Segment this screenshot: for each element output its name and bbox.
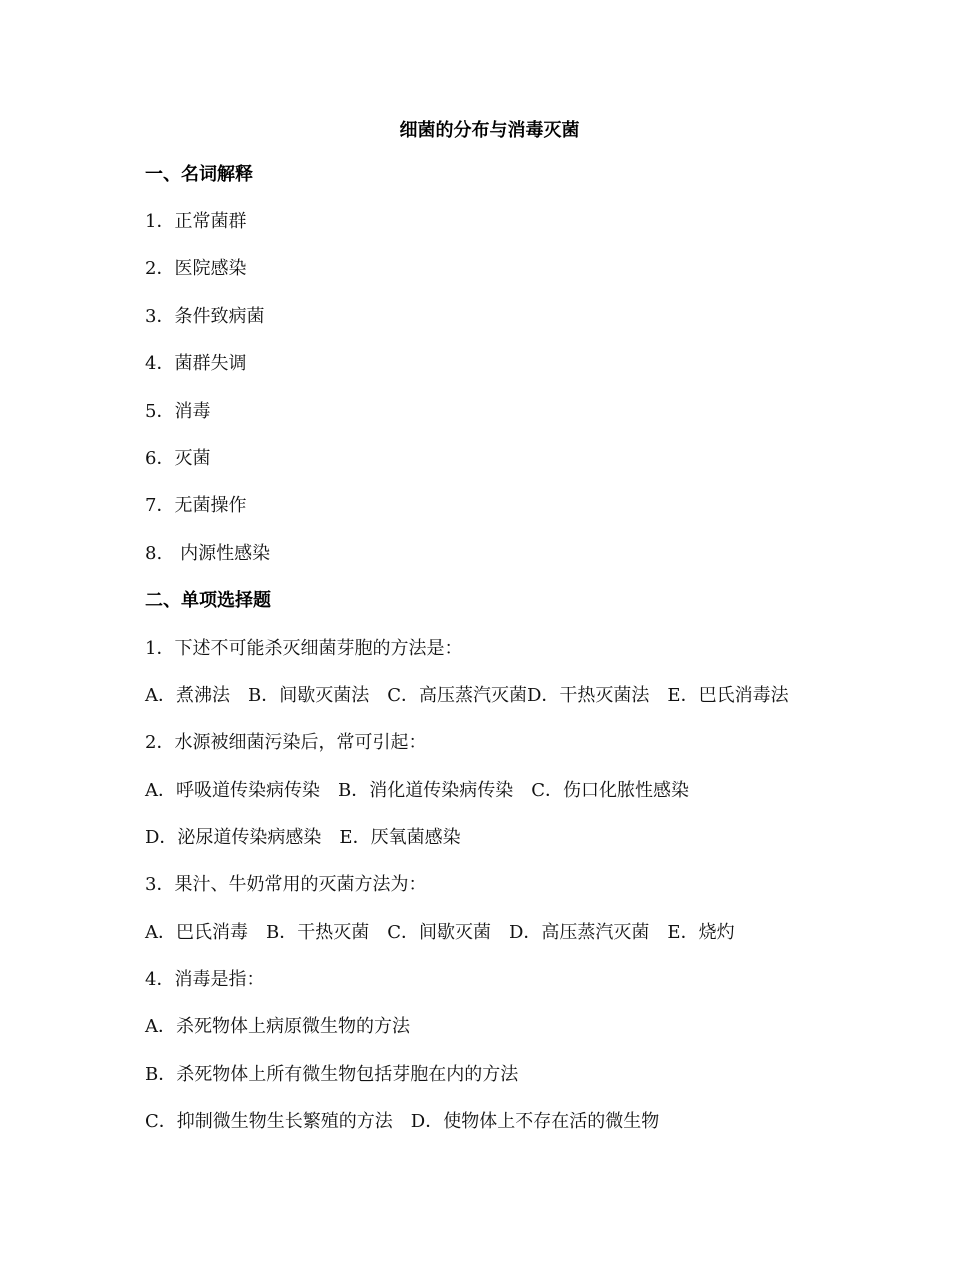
section-heading-choice: 二、单项选择题 bbox=[145, 590, 271, 611]
definition-item: 7．无菌操作 bbox=[145, 495, 247, 516]
definition-item: 4．菌群失调 bbox=[145, 353, 247, 374]
definition-item: 2．医院感染 bbox=[145, 258, 247, 279]
question-line: 3．果汁、牛奶常用的灭菌方法为： bbox=[145, 874, 427, 895]
definition-item: 3．条件致病菌 bbox=[145, 306, 265, 327]
question-line: 2．水源被细菌污染后，常可引起： bbox=[145, 732, 427, 753]
definition-item: 8. 内源性感染 bbox=[145, 543, 271, 564]
document-title: 细菌的分布与消毒灭菌 bbox=[399, 120, 580, 141]
answer-options-line: A．呼吸道传染病传染 B．消化道传染病传染 C．伤口化脓性感染 bbox=[145, 780, 689, 801]
question-line: 4．消毒是指： bbox=[145, 969, 265, 990]
definition-item: 5．消毒 bbox=[145, 401, 211, 422]
answer-options-line: A．煮沸法 B．间歇灭菌法 C．高压蒸汽灭菌D．干热灭菌法 E．巴氏消毒法 bbox=[145, 685, 789, 706]
definition-item: 6．灭菌 bbox=[145, 448, 211, 469]
answer-options-line: B．杀死物体上所有微生物包括芽胞在内的方法 bbox=[145, 1064, 519, 1085]
section-heading-definitions: 一、名词解释 bbox=[145, 164, 253, 185]
answer-options-line: C．抑制微生物生长繁殖的方法 D．使物体上不存在活的微生物 bbox=[145, 1111, 660, 1132]
answer-options-line: D．泌尿道传染病感染 E．厌氧菌感染 bbox=[145, 827, 461, 848]
definition-item: 1．正常菌群 bbox=[145, 211, 247, 232]
question-line: 1．下述不可能杀灭细菌芽胞的方法是： bbox=[145, 638, 463, 659]
answer-options-line: A．杀死物体上病原微生物的方法 bbox=[145, 1016, 410, 1037]
answer-options-line: A．巴氏消毒 B．干热灭菌 C．间歇灭菌 D．高压蒸汽灭菌 E．烧灼 bbox=[145, 922, 735, 943]
